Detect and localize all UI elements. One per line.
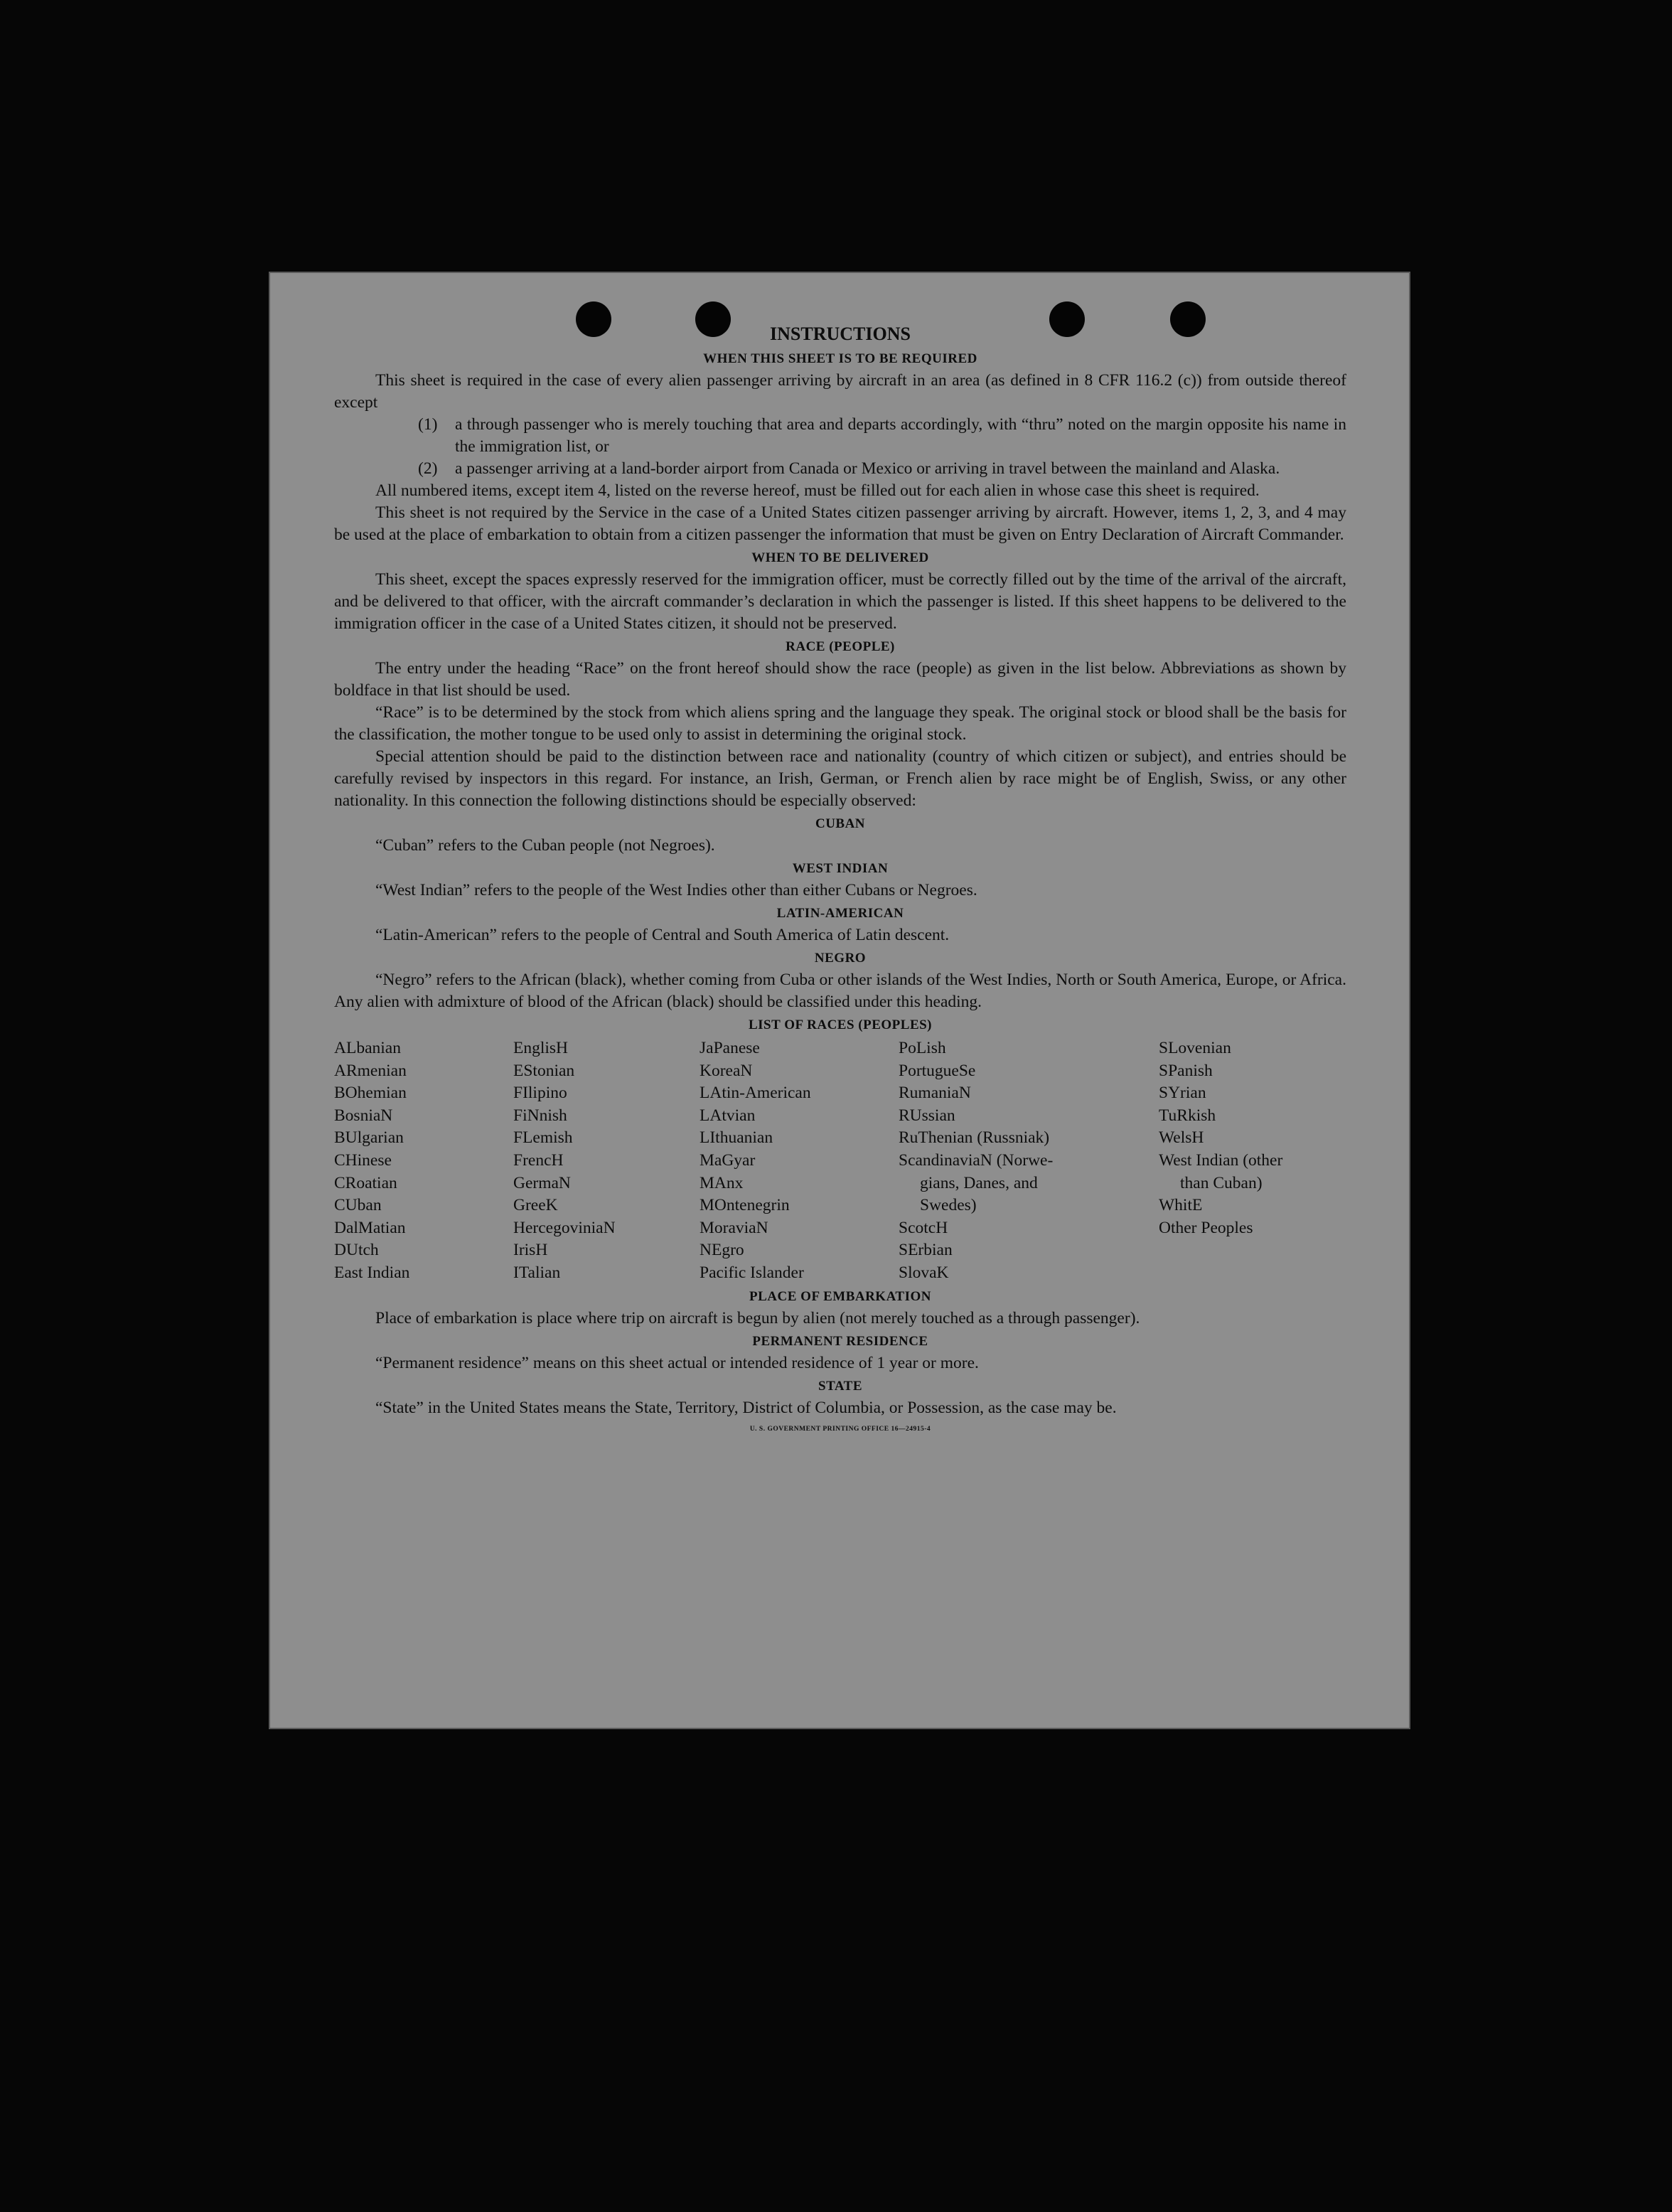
race-entry: CUban bbox=[334, 1196, 382, 1215]
instructions-content bbox=[334, 321, 1346, 1435]
list-item bbox=[334, 458, 1346, 480]
race-entry: East Indian bbox=[334, 1263, 410, 1282]
list-item bbox=[334, 414, 1346, 458]
race-entry: EStonian bbox=[513, 1061, 575, 1080]
races-column bbox=[700, 1037, 899, 1285]
race-entry: ALbanian bbox=[334, 1039, 401, 1057]
paragraph: Special attention should be paid to the distinction between race and nationality (country of which citizen or subject), and entries should be carefully revised by inspectors in this regard. For instance, an Irish, German, or French alien by race might be of English, Swiss, or any other nationality. In this connection the following distinctions should be especially observed: bbox=[334, 747, 1346, 810]
race-entry: TuRkish bbox=[1159, 1106, 1216, 1125]
paragraph: “Cuban” refers to the Cuban people (not Negroes). bbox=[375, 836, 715, 855]
section-heading-residence: PERMANENT RESIDENCE bbox=[752, 1333, 928, 1349]
paragraph: This sheet, except the spaces expressly reserved for the immigration officer, must be correctly filled out by the time of the arrival of the aircraft, and be delivered to that officer, with the aircraft commander’s declaration in which the passenger is listed. If this sheet happens to be delivered to the immigration officer in the case of a United States citizen, it should not be preserved. bbox=[334, 570, 1346, 633]
paragraph: The entry under the heading “Race” on the front hereof should show the race (people) as given in the list below. Abbreviations as shown by boldface in that list should be used. bbox=[334, 659, 1346, 700]
section-heading-list-of-races: LIST OF RACES (PEOPLES) bbox=[748, 1017, 933, 1032]
paragraph: “Negro” refers to the African (black), whether coming from Cuba or other islands of the West Indies, North or South America, Europe, or Africa. Any alien with admixture of blood of the African (black) should be classified under this heading. bbox=[334, 971, 1346, 1011]
race-entry: ARmenian bbox=[334, 1061, 407, 1080]
race-entry: DalMatian bbox=[334, 1218, 406, 1237]
paragraph: This sheet is not required by the Service in the case of a United States citizen passenger arriving by aircraft. However, items 1, 2, 3, and 4 may be used at the place of embarkation to obtain from a citizen passenger the information that must be given on Entry Declaration of Aircraft Commander. bbox=[334, 503, 1346, 544]
race-entry: KoreaN bbox=[700, 1061, 753, 1080]
paragraph: All numbered items, except item 4, listed on the reverse hereof, must be filled out for each alien in whose case this sheet is required. bbox=[375, 481, 1260, 500]
race-entry: LAtvian bbox=[700, 1106, 756, 1125]
race-entry: MaGyar bbox=[700, 1150, 756, 1170]
race-entry: SLovenian bbox=[1159, 1039, 1231, 1057]
races-column bbox=[1159, 1037, 1346, 1285]
section-heading-negro: NEGRO bbox=[814, 951, 867, 966]
paragraph: “Permanent residence” means on this sheet actual or intended residence of 1 year or more. bbox=[375, 1353, 979, 1372]
race-entry: SYrian bbox=[1159, 1084, 1206, 1103]
section-heading-cuban: CUBAN bbox=[815, 816, 866, 831]
section-heading-west-indian: WEST INDIAN bbox=[792, 861, 889, 876]
race-entry: FLemish bbox=[513, 1128, 573, 1148]
race-entry: ScotcH bbox=[899, 1218, 948, 1237]
item-text: a passenger arriving at a land-border airport from Canada or Mexico or arriving in travel between the mainland and Alaska. bbox=[455, 459, 1280, 478]
printer-imprint: U. S. GOVERNMENT PRINTING OFFICE 16—24915-4 bbox=[749, 1425, 931, 1433]
race-entry: MAnx bbox=[700, 1173, 744, 1192]
race-entry: Swedes) bbox=[920, 1196, 977, 1215]
race-entry: PortugueSe bbox=[899, 1061, 976, 1080]
race-entry: GreeK bbox=[513, 1196, 558, 1215]
race-entry: MoraviaN bbox=[700, 1218, 768, 1237]
races-column bbox=[334, 1037, 513, 1285]
item-number: (2) bbox=[418, 459, 438, 478]
race-entry: GermaN bbox=[513, 1173, 571, 1192]
section-heading-race: RACE (PEOPLE) bbox=[786, 639, 895, 654]
race-entry: RumaniaN bbox=[899, 1084, 971, 1103]
race-entry: Other Peoples bbox=[1159, 1218, 1253, 1237]
paragraph: “Race” is to be determined by the stock from which aliens spring and the language they speak. The original stock or blood shall be the basis for the classification, the mother tongue to be used only to assist in determining the original stock. bbox=[334, 703, 1346, 744]
race-entry: Pacific Islander bbox=[700, 1263, 804, 1282]
section-heading-when-required: WHEN THIS SHEET IS TO BE REQUIRED bbox=[703, 351, 977, 366]
race-entry: CHinese bbox=[334, 1150, 392, 1170]
paragraph: Place of embarkation is place where trip on aircraft is begun by alien (not merely touched as a through passenger). bbox=[375, 1308, 1140, 1327]
race-entry: WelsH bbox=[1159, 1128, 1204, 1148]
race-entry: West Indian (other bbox=[1159, 1150, 1283, 1170]
race-entry: than Cuban) bbox=[1180, 1173, 1263, 1192]
races-column bbox=[899, 1037, 1159, 1285]
section-heading-embarkation: PLACE OF EMBARKATION bbox=[749, 1288, 931, 1304]
race-entry: SlovaK bbox=[899, 1263, 949, 1282]
page-title: INSTRUCTIONS bbox=[770, 324, 911, 344]
paragraph: This sheet is required in the case of every alien passenger arriving by aircraft in an area (as defined in 8 CFR 116.2 (c)) from outside thereof except bbox=[334, 371, 1346, 412]
race-entry: SPanish bbox=[1159, 1061, 1213, 1080]
race-entry: ITalian bbox=[513, 1263, 561, 1282]
race-entry: JaPanese bbox=[700, 1039, 760, 1057]
paragraph: “State” in the United States means the State, Territory, District of Columbia, or Possession, as the case may be. bbox=[375, 1398, 1117, 1417]
race-entry: HercegoviniaN bbox=[513, 1218, 616, 1237]
race-entry: BosniaN bbox=[334, 1106, 393, 1125]
race-entry: RuThenian (Russniak) bbox=[899, 1128, 1050, 1148]
race-entry: FiNnish bbox=[513, 1106, 567, 1125]
item-number: (1) bbox=[418, 415, 438, 434]
race-entry: ScandinaviaN (Norwe- bbox=[899, 1150, 1054, 1170]
race-entry: gians, Danes, and bbox=[920, 1173, 1038, 1192]
race-entry: FrencH bbox=[513, 1150, 564, 1170]
race-entry: BUlgarian bbox=[334, 1128, 404, 1148]
section-heading-latin-american: LATIN-AMERICAN bbox=[776, 906, 904, 921]
races-list bbox=[334, 1037, 1346, 1285]
race-entry: PoLish bbox=[899, 1039, 946, 1057]
race-entry: NEgro bbox=[700, 1241, 744, 1260]
race-entry: CRoatian bbox=[334, 1173, 397, 1192]
race-entry: LIthuanian bbox=[700, 1128, 773, 1148]
section-heading-when-delivered: WHEN TO BE DELIVERED bbox=[751, 550, 929, 565]
section-heading-state: STATE bbox=[818, 1378, 862, 1394]
race-entry: SErbian bbox=[899, 1241, 953, 1260]
document-sheet bbox=[269, 272, 1410, 1729]
race-entry: FIlipino bbox=[513, 1084, 567, 1103]
race-entry: EnglisH bbox=[513, 1039, 569, 1057]
race-entry: RUssian bbox=[899, 1106, 955, 1125]
races-column bbox=[513, 1037, 700, 1285]
race-entry: MOntenegrin bbox=[700, 1196, 790, 1215]
item-text: a through passenger who is merely touching that area and departs accordingly, with “thru” noted on the margin opposite his name in the immigration list, or bbox=[455, 415, 1346, 456]
race-entry: DUtch bbox=[334, 1241, 379, 1260]
race-entry: WhitE bbox=[1159, 1196, 1203, 1215]
paragraph: “West Indian” refers to the people of the West Indies other than either Cubans or Negroes. bbox=[375, 881, 977, 899]
paragraph: “Latin-American” refers to the people of Central and South America of Latin descent. bbox=[375, 926, 950, 944]
race-entry: BOhemian bbox=[334, 1084, 407, 1103]
race-entry: IrisH bbox=[513, 1241, 548, 1260]
race-entry: LAtin-American bbox=[700, 1084, 811, 1103]
